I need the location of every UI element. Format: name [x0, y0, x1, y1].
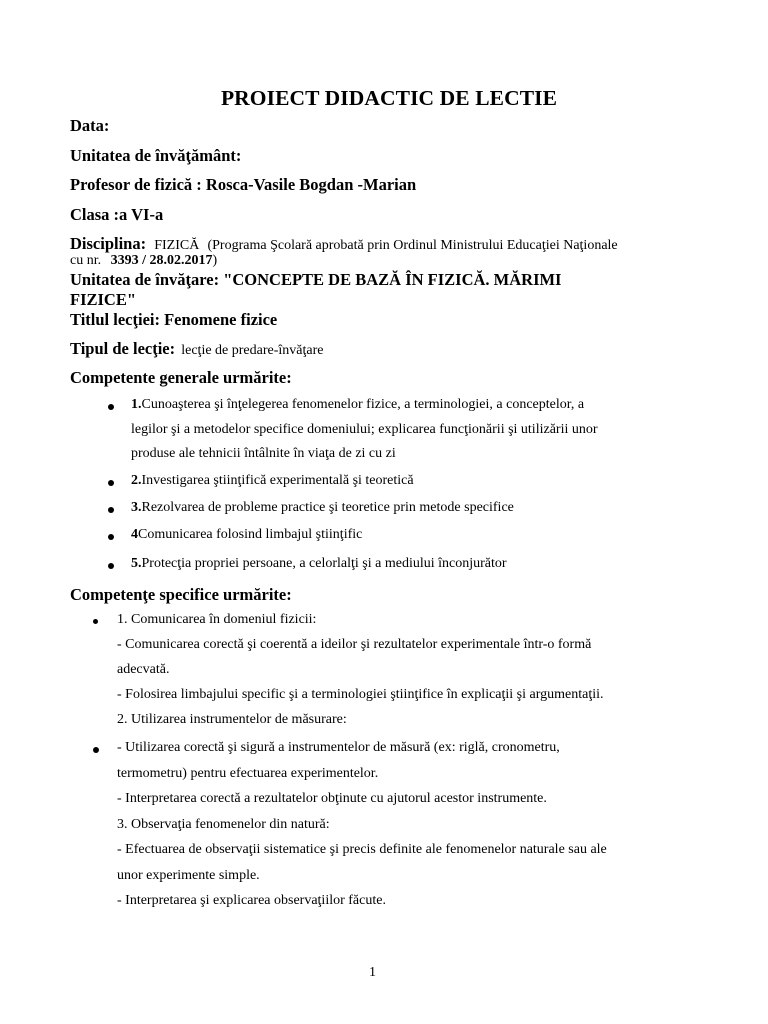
- competenta-generala-1-line-3: produse ale tehnicii întâlnite în viaţa de zi cu zi: [131, 446, 396, 461]
- bullet-icon: [108, 480, 114, 486]
- item-text: Investigarea ştiinţifică experimentală şi teoretică: [141, 473, 414, 488]
- specific-line: - Interpretarea corectă a rezultatelor obţinute cu ajutorul acestor instrumente.: [117, 791, 547, 806]
- item-number: 1.: [131, 397, 142, 412]
- specific-line: 2. Utilizarea instrumentelor de măsurare:: [117, 712, 347, 727]
- disciplina-note: (Programa Şcolară aprobată prin Ordinul Ministrului Educaţiei Naţionale: [207, 238, 618, 253]
- specific-line: - Efectuarea de observaţii sistematice şi precis definite ale fenomenelor naturale sau ale: [117, 842, 607, 857]
- tipul-lectie-line: [70, 339, 323, 359]
- bullet-icon: [108, 563, 114, 569]
- document-title: PROIECT DIDACTIC DE LECTIE: [220, 86, 558, 110]
- specific-line: termometru) pentru efectuarea experimentelor.: [117, 766, 379, 781]
- unitate-invatamant-label: Unitatea de învăţământ:: [70, 146, 242, 165]
- competente-specifice-heading: Competenţe specifice urmărite:: [70, 585, 292, 604]
- item-number: 3.: [131, 500, 142, 515]
- specific-line: adecvată.: [117, 662, 170, 677]
- bullet-icon: [108, 404, 114, 410]
- disciplina-note-line-2: [70, 253, 217, 269]
- specific-line: - Interpretarea şi explicarea observaţiilor făcute.: [117, 893, 386, 908]
- specific-line: - Comunicarea corectă şi coerentă a ideilor şi rezultatelor experimentale într-o formă: [117, 637, 592, 652]
- competenta-generala-1: [131, 397, 584, 413]
- bullet-icon: [108, 507, 114, 513]
- item-text: Protecţia propriei persoane, a celorlalţi şi a mediului înconjurător: [141, 556, 507, 571]
- specific-line: 3. Observaţia fenomenelor din natură:: [117, 817, 330, 832]
- unitate-invatare-line-1: Unitatea de învăţare: "CONCEPTE DE BAZĂ ÎN FIZICĂ. MĂRIMI: [70, 270, 562, 289]
- competenta-generala-4: [131, 527, 362, 543]
- tipul-value: lecţie de predare-învăţare: [181, 343, 324, 358]
- specific-line: - Folosirea limbajului specific şi a terminologiei ştiinţifice în explicaţii şi argumentaţii.: [117, 687, 604, 702]
- competenta-generala-2: [131, 473, 414, 489]
- item-text: Cunoaşterea şi înţelegerea fenomenelor fizice, a terminologiei, a conceptelor, a: [141, 397, 585, 412]
- titlul-lectiei-line: Titlul lecţiei: Fenomene fizice: [70, 310, 278, 329]
- item-number: 5.: [131, 556, 142, 571]
- specific-line: - Utilizarea corectă şi sigură a instrumentelor de măsură (ex: riglă, cronometru,: [117, 740, 560, 755]
- item-number: 2.: [131, 473, 142, 488]
- disciplina-line: [70, 234, 618, 254]
- specific-line: 1. Comunicarea în domeniul fizicii:: [117, 612, 317, 627]
- bullet-icon: [93, 747, 99, 753]
- disciplina-label: Disciplina:: [70, 234, 147, 253]
- item-text: Rezolvarea de probleme practice şi teoretice prin metode specifice: [141, 500, 514, 515]
- unitate-invatare-line-2: FIZICE": [70, 290, 137, 309]
- item-number: 4: [131, 527, 138, 542]
- disciplina-note-prefix: cu nr.: [70, 253, 102, 268]
- tipul-label: Tipul de lecţie:: [70, 339, 176, 358]
- clasa-line: Clasa :a VI-a: [70, 205, 164, 224]
- page-number: 1: [369, 965, 376, 980]
- profesor-line: Profesor de fizică : Rosca-Vasile Bogdan -Marian: [70, 175, 417, 194]
- bullet-icon: [108, 534, 114, 540]
- data-label: Data:: [70, 116, 110, 135]
- competenta-generala-3: [131, 500, 514, 516]
- bullet-icon: [93, 619, 98, 624]
- item-text: Comunicarea folosind limbajul ştiinţific: [138, 527, 363, 542]
- competenta-generala-1-line-2: legilor şi a metodelor specifice domeniului; explicarea funcţionării şi utilizării unor: [131, 422, 598, 437]
- disciplina-note-close: ): [212, 253, 218, 268]
- ordin-number: 3393 / 28.02.2017: [110, 253, 213, 268]
- competente-generale-heading: Competente generale urmărite:: [70, 368, 292, 387]
- specific-line: unor experimente simple.: [117, 868, 260, 883]
- competenta-generala-5: [131, 556, 507, 572]
- disciplina-value: FIZICĂ: [154, 238, 200, 253]
